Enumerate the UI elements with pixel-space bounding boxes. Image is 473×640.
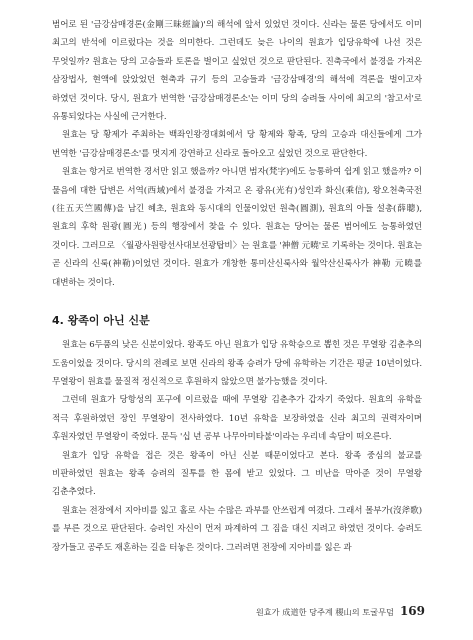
body-paragraph: 범어로 된 '금강삼매경론(金剛三昧經論)'의 해석에 앞서 있었던 것이다. 신라는 물론 당에서도 이미 최고의 반석에 이르렀다는 것을 의미한다. 그런데도 늦은 나이의 원효가 입당유학에 나선 것은 무엇일까? 원효는 당의 고승들과 토론을 벌이고 싶었던 것으로 판단된다. 진축국에서 불경을 가져온 삼장법사, 현액에 앉았었던 현축과 규기 등의 고승들과 '금강삼매경'의 해석에 격론을 벌이고자 하였던 것이다. 당시, 원효가 번역한 '금강삼매경론소'는 이미 당의 승려들 사이에 최고의 '참고서'로 유통되었다는 사실에 근거한다. bbox=[52, 20, 422, 123]
body-paragraph: 원효는 전장에서 지아비를 잃고 홀로 사는 수많은 과부를 안쓰럽게 여겼다. 그래서 몰부가(沒斧歌)를 부른 것으로 판단된다. 승려인 자신이 먼저 파계하여 그 짐을 대신 지려고 하였던 것이다. 승려도 장가들고 공주도 재혼하는 길을 터놓은 것이다. 그러려면 전장에 지아비를 잃은 과 bbox=[52, 505, 422, 553]
body-paragraph: 원효는 항거로 번역한 경서만 읽고 했을까? 아니면 범자(梵字)에도 능통하여 쉽게 읽고 했을까? 이 물음에 대한 답변은 서역(西域)에서 불경을 가져고 온 광유(光有)성인과 화신(乘信), 왕오천축국전(往五天竺國傳)을 남긴 혜초, 원효와 동시대의 인물이었던 원측(圓測), 원효의 아들 설총(薛聰), 원효의 후학 원광(圓光) 등의 행장에서 찾을 수 있다. 원효는 당어는 물론 범어에도 능통하였던 것이다. 그러므로 〈월광사원랑선사대보선광탑비〉는 원효를 '神僧 元曉'로 기록하는 것이다. 원효는 곧 신라의 신룩(神勒)이었던 것이다. 원효가 개창한 통미산신룩사와 월악산신룩사가 神勒 元曉를 대변하는 것이다. bbox=[52, 167, 422, 288]
body-paragraph: 원효는 당 황제가 주최하는 백좌인왕경대회에서 당 황제와 황족, 당의 고승과 대신들에게 그가 번역한 '금강삼매경론소'를 멋지게 강연하고 신라로 돌아오고 싶었던 것으로 판단한다. bbox=[52, 130, 422, 159]
body-paragraph: 원효가 입당 유학을 접은 것은 왕족이 아닌 신분 때문이었다고 본다. 왕족 중심의 불교를 비판하였던 원효는 왕족 승려의 질투를 한 몸에 받고 있었다. 그 비난을 막아준 것이 무열왕 김춘추였다. bbox=[52, 450, 422, 498]
body-paragraph: 그런데 원효가 당항성의 포구에 이르렀을 때에 무열왕 김춘추가 갑자기 죽었다. 원효의 유학을 적극 후원하였던 장인 무열왕이 전사하였다. 10년 유학을 보장하였을 신라 최고의 권력자이며 후원자였던 무열왕이 죽었다. 문득 '십 년 공부 나무아미타불'이라는 우리네 속담이 떠오른다. bbox=[52, 395, 422, 443]
body-paragraph: 원효는 6두품의 낮은 신분이었다. 왕족도 아닌 원효가 입당 유학승으로 뽑힌 것은 무열왕 김춘추의 도움이었을 것이다. 당시의 전례로 보면 신라의 왕족 승려가 당에 유학하는 기간은 평균 10년이었다. 무열왕이 원효를 물질적 정신적으로 후원하지 않았으면 불가능했을 것이다. bbox=[52, 340, 422, 387]
page-body bbox=[52, 16, 422, 557]
section-heading: 4. 왕족이 아닌 신분 bbox=[52, 314, 150, 328]
running-title: 원효가 成道한 당주계 稷山의 토굴무덤 bbox=[255, 607, 394, 617]
page-number: 169 bbox=[399, 604, 425, 618]
page-footer bbox=[256, 604, 425, 618]
